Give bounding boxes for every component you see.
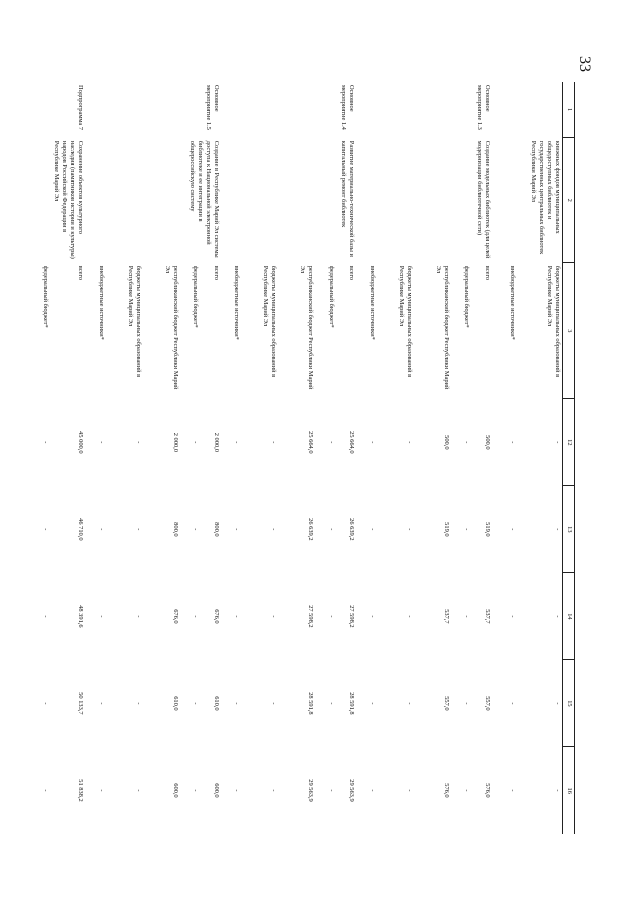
amount-cell: 519,0 [483,522,491,537]
funding-source-cell: бюджеты муниципальных образований в Республике Марий Эл [262,265,278,378]
funding-source-cell: бюджеты муниципальных образований в Республике Марий Эл [546,265,561,378]
header-col-3: 3 [563,263,575,399]
header-col-1: 1 [563,82,575,138]
amount-cell: 676,0 [212,609,220,624]
funding-source-cell: республиканский бюджет Республики Марий Эл [434,265,450,390]
activity-name-cell: Сохранение объектов культурного наследия (памятников истории и культуры) народов Российской Федерации в Республике Марий Эл [53,140,85,259]
activity-code-cell: Основное мероприятие 1.4 [340,85,356,130]
amount-cell: 500,0 [442,435,450,450]
budget-table [15,82,575,834]
amount-cell: 28 591,8 [307,692,315,715]
funding-source-cell: федеральный бюджет* [327,265,335,328]
header-col-2: 2 [563,138,575,263]
amount-cell: - [270,702,278,705]
amount-cell: - [368,528,376,531]
activity-name-cell: Создание модельных библиотек (для целей модернизации библиотечной сети) [475,140,491,259]
amount-cell: 537,7 [442,609,450,624]
amount-cell: - [134,789,142,792]
amount-cell: - [463,528,471,531]
funding-source-cell: всего [483,265,491,281]
amount-cell: - [97,789,105,792]
amount-cell: - [463,789,471,792]
amount-cell: 576,0 [442,783,450,798]
amount-cell: - [508,615,516,618]
amount-cell: 600,0 [212,783,220,798]
amount-cell: 27 598,2 [348,605,356,628]
amount-cell: 29 563,9 [348,779,356,802]
amount-cell: - [405,702,413,705]
amount-cell: - [405,615,413,618]
funding-source-cell: внебюджетные источники* [368,265,376,340]
amount-cell: - [42,789,50,792]
amount-cell: - [233,615,241,618]
activity-code-cell: Основное мероприятие 1.5 [204,85,220,130]
table-row [50,82,85,834]
amount-cell: 27 598,2 [307,605,315,628]
table-row [471,82,492,834]
amount-cell: 28 591,8 [348,692,356,715]
funding-source-cell: внебюджетные источники* [508,265,516,340]
amount-cell: - [233,702,241,705]
amount-cell: - [463,615,471,618]
amount-cell: - [508,702,516,705]
amount-cell: - [508,789,516,792]
amount-cell: - [327,441,335,444]
amount-cell: - [42,702,50,705]
amount-cell: - [134,441,142,444]
amount-cell: 800,0 [171,522,179,537]
funding-source-cell: республиканский бюджет Республики Марий Эл [299,265,315,390]
amount-cell: - [270,528,278,531]
amount-cell: - [463,702,471,705]
amount-cell: - [327,789,335,792]
amount-cell: - [134,702,142,705]
amount-cell: - [192,441,200,444]
amount-cell: 29 563,9 [307,779,315,802]
amount-cell: 537,7 [483,609,491,624]
activity-name-cell: Развитие материально-технической базы и капитальный ремонт библиотек [340,140,356,257]
amount-cell: - [554,441,561,444]
amount-cell: 25 664,0 [307,431,315,454]
amount-cell: - [405,789,413,792]
amount-cell: 48 391,6 [77,605,85,628]
amount-cell: - [554,702,561,705]
amount-cell: 576,0 [483,783,491,798]
amount-cell: - [192,528,200,531]
amount-cell: - [97,441,105,444]
amount-cell: - [233,528,241,531]
amount-cell: - [134,615,142,618]
table-row [517,82,563,834]
amount-cell: 50 133,7 [77,692,85,715]
amount-cell: 2 000,0 [212,432,220,452]
amount-cell: - [97,528,105,531]
amount-cell: - [97,615,105,618]
amount-cell: - [508,441,516,444]
amount-cell: 46 710,0 [77,518,85,541]
header-col-12: 12 [563,399,575,486]
funding-source-cell: федеральный бюджет* [42,265,50,328]
amount-cell: 610,0 [212,696,220,711]
amount-cell: - [463,441,471,444]
header-col-15: 15 [563,660,575,747]
funding-source-cell: республиканский бюджет Республики Марий Эл [163,265,179,390]
amount-cell: 600,0 [171,783,179,798]
table-row [336,82,357,834]
table-row [200,82,221,834]
amount-cell: - [270,441,278,444]
amount-cell: - [554,615,561,618]
amount-cell: - [233,789,241,792]
amount-cell: - [368,615,376,618]
header-col-16: 16 [563,747,575,834]
activity-name-cell: книжных фондов муниципальных общедоступных библиотек и государственных центральных библиотек Республики Марий Эл [530,140,561,255]
amount-cell: 26 639,2 [348,518,356,541]
amount-cell: - [270,789,278,792]
funding-source-cell: внебюджетные источники* [97,265,105,340]
amount-cell: - [233,441,241,444]
amount-cell: - [368,789,376,792]
funding-source-cell: всего [77,265,85,281]
amount-cell: 676,0 [171,609,179,624]
amount-cell: - [327,702,335,705]
table-body [15,82,563,834]
amount-cell: 800,0 [212,522,220,537]
amount-cell: 45 000,0 [77,431,85,454]
amount-cell: - [405,528,413,531]
amount-cell: - [192,615,200,618]
amount-cell: - [97,702,105,705]
amount-cell: - [192,789,200,792]
amount-cell: - [508,528,516,531]
amount-cell: 51 838,2 [77,779,85,802]
amount-cell: - [554,789,561,792]
funding-source-cell: бюджеты муниципальных образований в Республике Марий Эл [126,265,142,378]
amount-cell: - [554,528,561,531]
activity-code-cell: Подпрограмма 7 [77,85,85,131]
funding-source-cell: бюджеты муниципальных образований в Республике Марий Эл [397,265,413,378]
amount-cell: 500,0 [483,435,491,450]
amount-cell: 26 639,2 [307,518,315,541]
amount-cell: - [327,528,335,531]
amount-cell: - [405,441,413,444]
activity-code-cell: Основное мероприятие 1.3 [475,85,491,130]
amount-cell: - [270,615,278,618]
funding-source-cell: всего [348,265,356,281]
header-col-14: 14 [563,573,575,660]
header-col-13: 13 [563,486,575,573]
budget-table-canvas [15,82,575,834]
amount-cell: 519,0 [442,522,450,537]
funding-source-cell: всего [212,265,220,281]
amount-cell: 25 664,0 [348,431,356,454]
amount-cell: - [42,528,50,531]
page-number: 33 [576,56,593,72]
amount-cell: - [42,615,50,618]
amount-cell: - [134,528,142,531]
header-row [563,82,575,834]
amount-cell: 557,0 [442,696,450,711]
funding-source-cell: внебюджетные источники* [233,265,241,340]
activity-name-cell: Создание в Республике Марий Эл системы доступа к Национальной электронной библиотеке и ее интеграции в общероссийскую систему [188,140,220,258]
amount-cell: 2 000,0 [171,432,179,452]
funding-source-cell: федеральный бюджет* [463,265,471,328]
amount-cell: 557,0 [483,696,491,711]
amount-cell: - [42,441,50,444]
amount-cell: - [327,615,335,618]
activity-code-cell [492,82,563,138]
amount-cell: - [368,702,376,705]
amount-cell: - [368,441,376,444]
funding-source-cell: федеральный бюджет* [192,265,200,328]
amount-cell: - [192,702,200,705]
amount-cell: 610,0 [171,696,179,711]
